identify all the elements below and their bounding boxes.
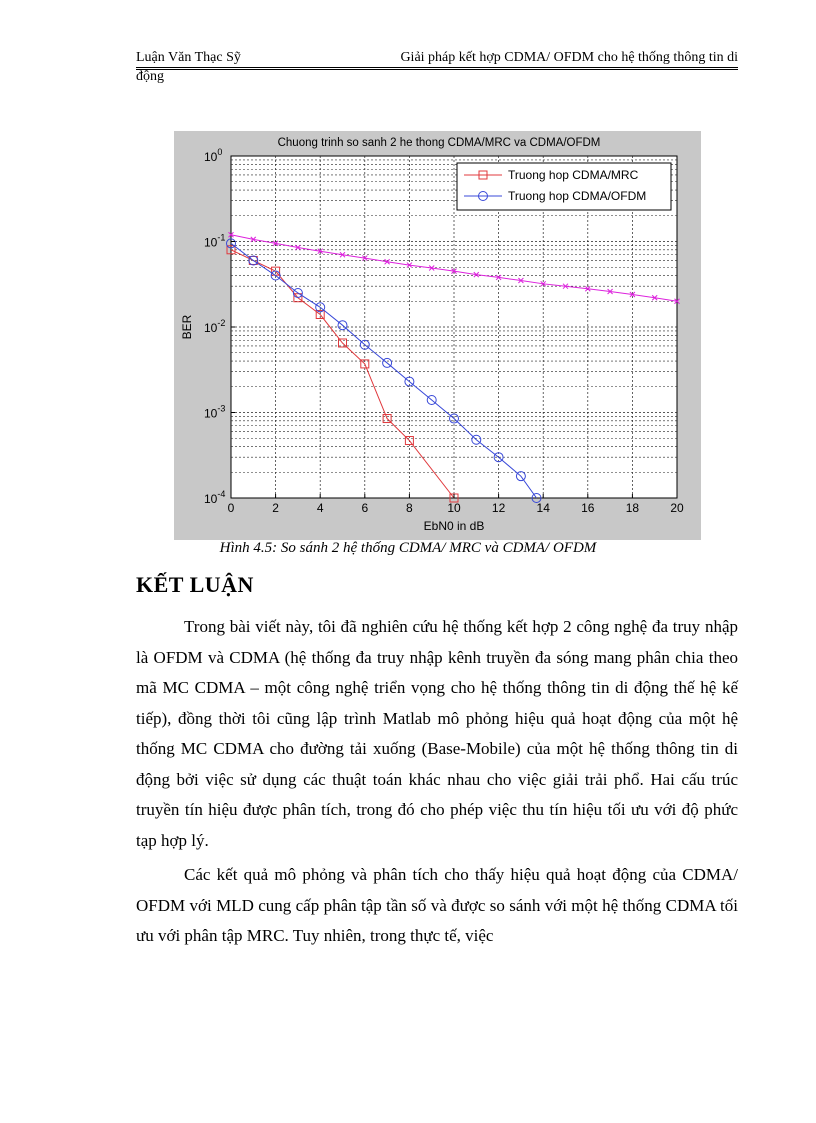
x-tick-label: 16 [581,501,595,515]
x-tick-label: 4 [316,501,324,515]
legend-ofdm-label: Truong hop CDMA/OFDM [508,189,647,203]
body-text [136,612,738,952]
figure-caption: Hình 4.5: So sánh 2 hệ thống CDMA/ MRC và CDMA/ OFDM [219,540,597,556]
chart-legend [457,163,671,210]
section-title: KẾT LUẬN [136,572,254,597]
y-tick-base: 10 [204,235,218,250]
y-tick-base: 10 [204,321,218,335]
y-tick-exponent: -3 [217,403,226,414]
x-tick-label: 10 [447,501,461,515]
ber-chart [174,131,701,540]
y-axis-label: BER [180,314,194,340]
ber-chart-figure [174,131,701,540]
page-header [136,50,738,84]
paragraph: Các kết quả mô phỏng và phân tích cho thấy hiệu quả hoạt động của CDMA/ OFDM với MLD cung cấp phân tập tần số và được so sánh với một hệ thống CDMA tối ưu với phân tập MRC. Tuy nhiên, trong thực tế, việc [136,865,738,945]
paragraph: Trong bài viết này, tôi đã nghiên cứu hệ thống kết hợp 2 công nghệ đa truy nhập là OFDM và CDMA (hệ thống đa truy nhập kênh truyền đa sóng mang phân chia theo mã MC CDMA – một công nghệ triển vọng cho hệ thống thông tin di động thế hệ kế tiếp), đồng thời tôi cũng lập trình Matlab mô phỏng hiệu quả hoạt động của một hệ thống MC CDMA cho đường tải xuống (Base-Mobile) của một hệ thống thông tin di động bởi việc sử dụng các thuật toán khác nhau cho việc giải trải phổ. Hai cấu trúc truyền tín hiệu được phân tích, trong đó cho phép việc thu tín hiệu tối ưu với độ phức tạp hợp lý. [136,617,738,850]
legend-mrc-label: Truong hop CDMA/MRC [508,168,639,182]
y-tick-base: 10 [204,492,218,506]
y-tick-exponent: 0 [217,147,223,157]
chart-title: Chuong trinh so sanh 2 he thong CDMA/MRC va CDMA/OFDM [277,137,601,149]
x-tick-label: 18 [625,501,640,515]
x-tick-label: 14 [536,501,550,515]
x-tick-label: 20 [670,501,684,515]
header-rule [136,67,738,70]
x-tick-label: 0 [227,501,235,515]
y-tick-exponent: -2 [217,318,226,328]
x-tick-label: 2 [272,501,279,515]
x-tick-label: 12 [491,501,506,515]
y-tick-exponent: -4 [217,489,226,499]
y-tick-exponent: -1 [217,232,226,243]
header-wrap-text: động [136,69,164,84]
y-tick-base: 10 [204,406,218,421]
header-left-text: Luận Văn Thạc Sỹ [136,50,241,65]
x-axis-label: EbN0 in dB [423,519,485,533]
x-tick-label: 6 [361,501,369,515]
y-tick-base: 10 [204,150,218,164]
header-right-text: Giải pháp kết hợp CDMA/ OFDM cho hệ thống thông tin di [400,50,738,65]
x-tick-label: 8 [406,501,413,515]
